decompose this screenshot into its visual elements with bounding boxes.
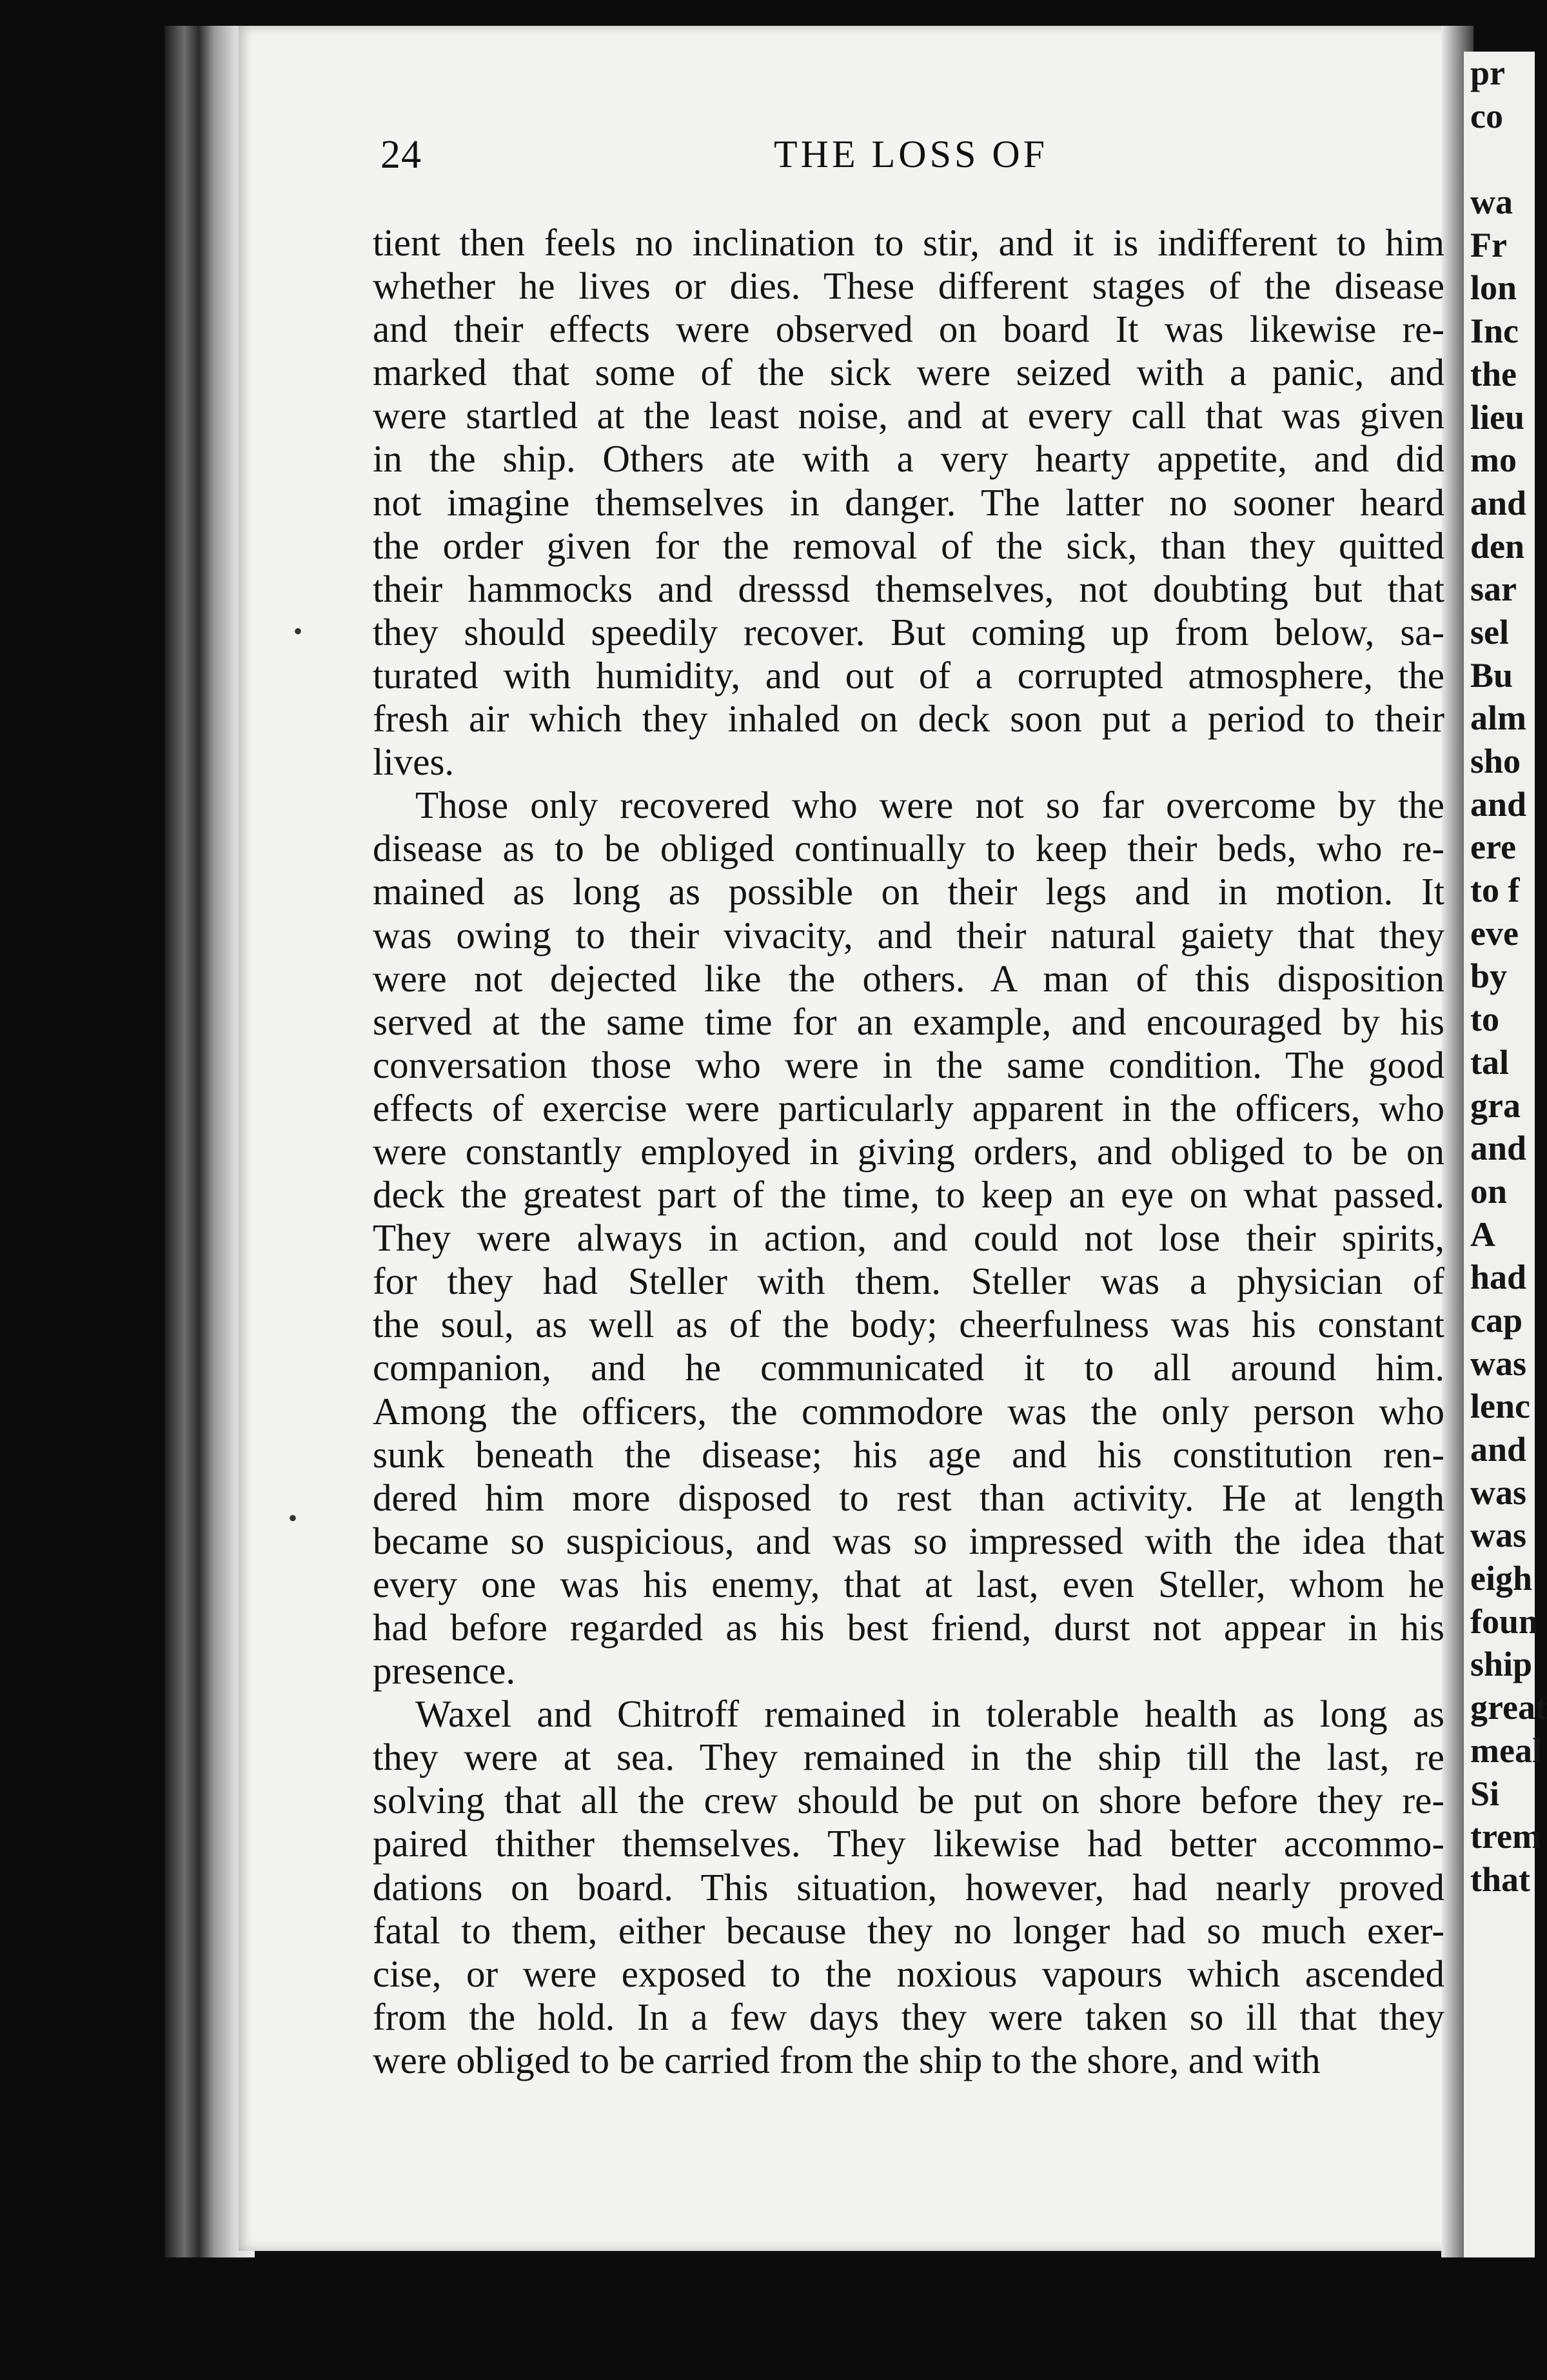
text-line: served at the same time for an example, and encouraged by his	[373, 1000, 1444, 1043]
text-line: lives.	[373, 740, 455, 784]
text-line: dations on board. This situation, however, had nearly proved	[373, 1865, 1444, 1909]
text-line: They were always in action, and could not lose their spirits,	[373, 1216, 1444, 1260]
facing-page-fragment: cap	[1470, 1300, 1522, 1340]
facing-page-fragment: to	[1470, 1000, 1499, 1039]
paragraph	[373, 1692, 1444, 2082]
text-line: had before regarded as his best friend, durst not appear in his	[373, 1606, 1444, 1649]
facing-page-fragment: the	[1470, 354, 1517, 393]
text-line: their hammocks and dresssd themselves, not doubting but that	[373, 567, 1444, 610]
facing-page-fragment: to f	[1470, 871, 1520, 910]
facing-page-fragment: was	[1470, 1516, 1527, 1555]
running-title: THE LOSS OF	[774, 133, 1049, 175]
facing-page-fragment: eve	[1470, 913, 1519, 953]
text-line: for they had Steller with them. Steller was a physician of	[373, 1260, 1444, 1303]
facing-page-fragment: Inc	[1470, 312, 1519, 351]
facing-page-fragment: lieu	[1470, 397, 1525, 437]
facing-page-fragment	[1464, 137, 1535, 181]
facing-page-fragment: tal	[1470, 1042, 1509, 1082]
facing-page-fragment: sho	[1470, 742, 1521, 780]
facing-page-fragment: den	[1470, 526, 1525, 566]
text-line: turated with humidity, and out of a corrupted atmosphere, the	[373, 653, 1444, 697]
text-line: sunk beneath the disease; his age and his constitution ren-	[373, 1433, 1444, 1476]
facing-page-fragment: and	[1470, 1430, 1527, 1469]
text-line: in the ship. Others ate with a very hearty appetite, and did	[373, 437, 1444, 481]
facing-page-fragment: ere	[1470, 828, 1516, 867]
facing-page-fragment: gra	[1470, 1086, 1521, 1125]
text-line: Among the officers, the commodore was the only person who	[373, 1389, 1444, 1433]
text-line: mained as long as possible on their legs and in motion. It	[373, 870, 1444, 913]
text-line: solving that all the crew should be put on shore before they re-	[373, 1779, 1444, 1822]
facing-page-fragment: eigh	[1470, 1559, 1533, 1598]
facing-page-fragment: wa	[1470, 183, 1513, 222]
facing-page-fragment: co	[1470, 96, 1503, 135]
page-header	[380, 132, 1438, 190]
facing-page-fragment: and	[1470, 1129, 1527, 1168]
facing-page-fragment: great	[1470, 1688, 1547, 1727]
facing-page-fragment: on	[1470, 1171, 1508, 1211]
text-line: became so suspicious, and was so impressed with the idea that	[373, 1519, 1444, 1562]
text-line: they should speedily recover. But coming up from below, sa-	[373, 610, 1444, 653]
facing-page-fragment: was	[1470, 1473, 1527, 1512]
facing-page-edge	[1464, 52, 1547, 2257]
stray-mark: •	[288, 1503, 298, 1532]
text-line: was owing to their vivacity, and their natural gaiety that they	[373, 913, 1444, 957]
facing-page-fragment: alm	[1470, 699, 1526, 738]
text-line: deck the greatest part of the time, to keep an eye on what passed.	[373, 1173, 1444, 1216]
text-line: they were at sea. They remained in the ship till the last, re	[373, 1736, 1444, 1779]
text-line: disease as to be obliged continually to keep their beds, who re-	[373, 827, 1444, 870]
facing-page-fragment: ship	[1470, 1645, 1533, 1684]
text-line: Those only recovered who were not so far overcome by the	[415, 784, 1444, 827]
text-line: the soul, as well as of the body; cheerfulness was his constant	[373, 1303, 1444, 1346]
body-text	[373, 221, 1444, 2082]
facing-page-fragment: meal	[1470, 1730, 1542, 1770]
facing-page-fragment: trem	[1470, 1817, 1541, 1856]
text-line: the order given for the removal of the sick, than they quitted	[373, 524, 1444, 567]
text-line: from the hold. In a few days they were taken so ill that they	[373, 1995, 1444, 2038]
facing-page-fragment: foun	[1470, 1602, 1539, 1641]
text-line: fresh air which they inhaled on deck soon put a period to their	[373, 697, 1444, 740]
facing-page-fragment: lenc	[1470, 1387, 1530, 1426]
facing-page-fragment: Si	[1470, 1774, 1500, 1813]
text-line: and their effects were observed on board It was likewise re-	[373, 308, 1444, 351]
facing-page-fragment: A	[1470, 1215, 1495, 1254]
text-line: Waxel and Chitroff remained in tolerable health as long as	[415, 1692, 1444, 1736]
facing-page-fragment: and	[1470, 784, 1527, 824]
text-line: paired thither themselves. They likewise had better accommo-	[373, 1822, 1444, 1865]
paragraph	[373, 784, 1444, 1692]
facing-page-fragment: sel	[1470, 612, 1509, 651]
facing-page-fragment: by	[1470, 957, 1508, 996]
text-line: not imagine themselves in danger. The latter no sooner heard	[373, 481, 1444, 524]
text-line: were startled at the least noise, and at every call that was given	[373, 394, 1444, 437]
text-line: were constantly employed in giving orders, and obliged to be on	[373, 1129, 1444, 1173]
facing-page-fragment: Bu	[1470, 655, 1513, 695]
facing-page-fragment: had	[1470, 1258, 1527, 1297]
paragraph	[373, 221, 1444, 784]
facing-page-fragment: and	[1470, 483, 1527, 522]
facing-page-fragment: was	[1470, 1344, 1527, 1383]
text-line: dered him more disposed to rest than activity. He at length	[373, 1476, 1444, 1519]
page-number: 24	[380, 133, 422, 177]
stray-mark: •	[293, 617, 303, 646]
facing-page-fragment: sar	[1470, 570, 1517, 609]
facing-page-fragment: that	[1470, 1859, 1530, 1899]
facing-page-fragment: lon	[1470, 268, 1517, 308]
facing-page-fragment: pr	[1470, 54, 1505, 92]
text-line: were obliged to be carried from the ship to the shore, and with	[373, 2038, 1321, 2081]
text-line: whether he lives or dies. These different stages of the disease	[373, 264, 1444, 308]
text-line: effects of exercise were particularly apparent in the officers, who	[373, 1086, 1444, 1129]
text-line: companion, and he communicated it to all around him.	[373, 1346, 1444, 1389]
text-line: fatal to them, either because they no longer had so much exer-	[373, 1909, 1444, 1952]
text-line: presence.	[373, 1649, 516, 1692]
text-line: marked that some of the sick were seized with a panic, and	[373, 351, 1444, 394]
text-line: every one was his enemy, that at last, even Steller, whom he	[373, 1562, 1444, 1605]
facing-page-fragment: mo	[1470, 441, 1517, 480]
text-line: cise, or were exposed to the noxious vapours which ascended	[373, 1952, 1444, 1995]
text-line: were not dejected like the others. A man of this disposition	[373, 957, 1444, 1000]
facing-page-fragment: Fr	[1470, 225, 1507, 264]
text-line: conversation those who were in the same condition. The good	[373, 1043, 1444, 1086]
text-line: tient then feels no inclination to stir, and it is indifferent to him	[373, 221, 1444, 264]
